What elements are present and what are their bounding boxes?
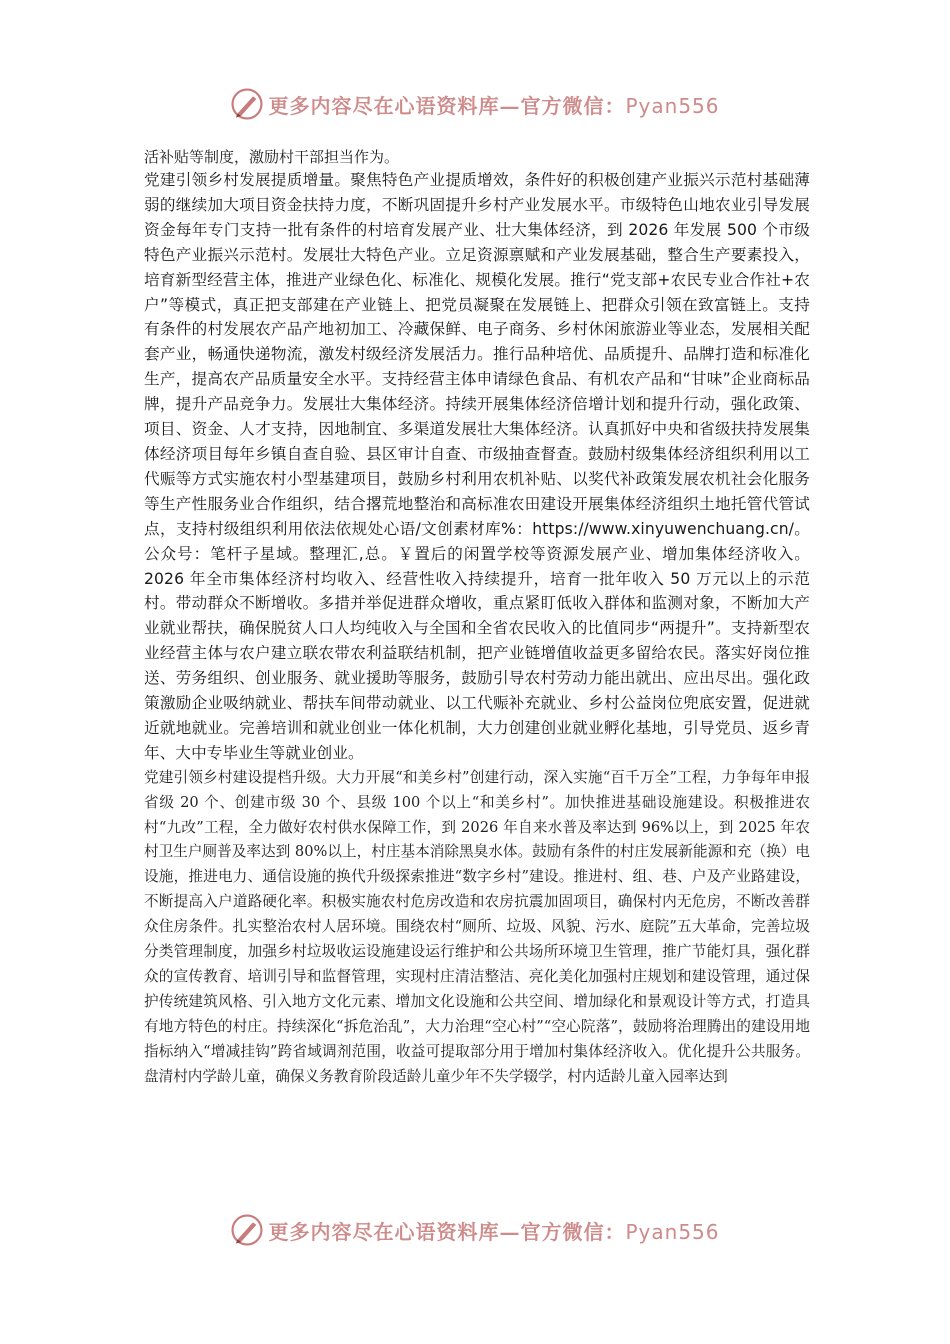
pen-logo-icon (230, 1213, 264, 1247)
header-banner (0, 84, 950, 124)
pen-logo-icon (230, 87, 264, 121)
banner-text: 更多内容尽在心语资料库—官方微信：Pyan556 (268, 93, 720, 118)
banner-wechat-id: Pyan556 (625, 1219, 720, 1244)
banner-text: 更多内容尽在心语资料库—官方微信：Pyan556 (268, 1219, 720, 1244)
paragraph-village-construction: 党建引领乡村建设提档升级。大力开展“和美乡村”创建行动，深入实施“百千万全”工程，力争每年申报省级 20 个、创建市级 30 个、县级 100 个以上“和美乡村”。加快推进基础设施建设。积极推进农村“九改”工程，全力做好农村供水保障工作，到 2026 年自来水普及率达到 96%以上，到 2025 年农村卫生户厕普及率达到 80%以上，村庄基本消除黑臭水体。鼓励有条件的村庄发展新能源和充（换）电设施，推进电力、通信设施的换代升级探索推进“数字乡村”建设。推进村、组、巷、户及产业路建设，不断提高入户道路硬化率。积极实施农村危房改造和农房抗震加固项目，确保村内无危房，不断改善群众住房条件。扎实整治农村人居环境。围绕农村“厕所、垃圾、风貌、污水、庭院”五大革命，完善垃圾分类管理制度，加强乡村垃圾收运设施建设运行维护和公共场所环境卫生管理，推广节能灯具，强化群众的宣传教育、培训引导和监督管理，实现村庄清洁整洁、亮化美化加强村庄规划和建设管理，通过保护传统建筑风格、引入地方文化元素、增加文化设施和公共空间、增加绿化和景观设计等方式，打造具有地方特色的村庄。持续深化“拆危治乱”，大力治理“空心村”“空心院落”，鼓励将治理腾出的建设用地指标纳入“增减挂钩”跨省域调剂范围，收益可提取部分用于增加村集体经济收入。优化提升公共服务。盘清村内学龄儿童，确保义务教育阶段适龄儿童少年不失学辍学，村内适龄儿童入园率达到 (144, 768, 810, 1085)
document-body (144, 146, 810, 1090)
intro-line: 活补贴等制度，激励村干部担当作为。 (144, 148, 400, 166)
banner-wechat-id: Pyan556 (625, 93, 720, 118)
footer-banner (0, 1210, 950, 1250)
paragraph-industry-development: 党建引领乡村发展提质增量。聚焦特色产业提质增效，条件好的积极创建产业振兴示范村基础薄弱的继续加大项目资金扶持力度，不断巩固提升乡村产业发展水平。市级特色山地农业引导发展资金每年专门支持一批有条件的村培育发展产业、壮大集体经济，到 2026 年发展 500 个市级特色产业振兴示范村。发展壮大特色产业。立足资源禀赋和产业发展基础，整合生产要素投入，培育新型经营主体，推进产业绿色化、标准化、规模化发展。推行“党支部+农民专业合作社+农户”等模式，真正把支部建在产业链上、把党员凝聚在发展链上、把群众引领在致富链上。支持有条件的村发展农产品产地初加工、冷藏保鲜、电子商务、乡村休闲旅游业等业态，发展相关配套产业，畅通快递物流，激发村级经济发展活力。推行品种培优、品质提升、品牌打造和标准化生产，提高农产品质量安全水平。支持经营主体申请绿色食品、有机农产品和“甘味”企业商标品牌，提升产品竞争力。发展壮大集体经济。持续开展集体经济倍增计划和提升行动，强化政策、项目、资金、人才支持，因地制宜、多渠道发展壮大集体经济。认真抓好中央和省级扶持发展集体经济项目每年乡镇自查自验、县区审计自查、市级抽查督查。鼓励村级集体经济组织利用以工代赈等方式实施农村小型基建项目，鼓励乡村利用农机补贴、以奖代补政策发展农机社会化服务等生产性服务业合作组织，结合撂荒地整治和高标准农田建设开展集体经济组织土地托管代管试点，支持村级组织利用依法依规处心语/文创素材库%：https://www.xinyuwenchuang.cn/。公众号：笔杆子星域。整理汇,总。￥置后的闲置学校等资源发展产业、增加集体经济收入。2026 年全市集体经济村均收入、经营性收入持续提升，培育一批年收入 50 万元以上的示范村。带动群众不断增收。多措并举促进群众增收，重点紧盯低收入群体和监测对象，不断加大产业就业帮扶，确保脱贫人口人均纯收入与全国和全省农民收入的比值同步“两提升”。支持新型农业经营主体与农户建立联农带农利益联结机制，把产业链增值收益更多留给农民。落实好岗位推送、劳务组织、创业服务、就业援助等服务，鼓励引导农村劳动力能出就出、应出尽出。强化政策激励企业吸纳就业、帮扶车间带动就业、以工代赈补充就业、乡村公益岗位兜底安置，促进就近就地就业。完善培训和就业创业一体化机制，大力创建创业就业孵化基地，引导党员、返乡青年、大中专毕业生等就业创业。 (144, 171, 810, 762)
